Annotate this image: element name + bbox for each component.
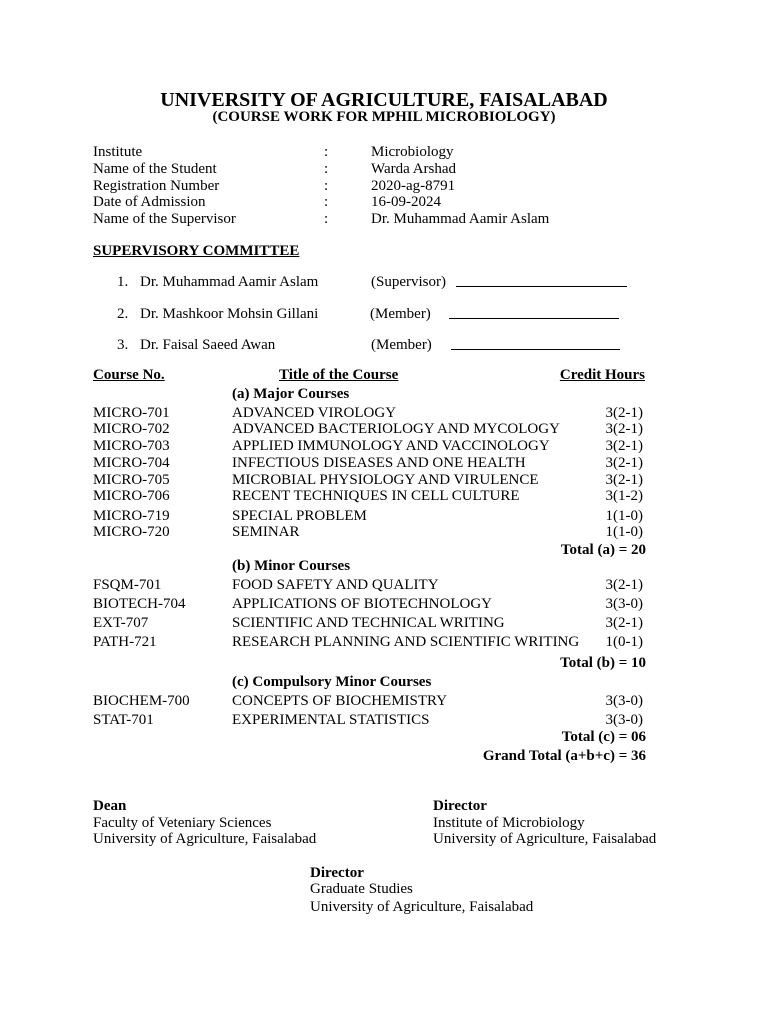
course-code: MICRO-703 (93, 438, 170, 454)
document-subtitle: (COURSE WORK FOR MPHIL MICROBIOLOGY) (212, 109, 556, 125)
info-sep: : (324, 178, 329, 194)
info-sep: : (324, 144, 329, 160)
info-sep: : (324, 161, 329, 177)
course-code: STAT-701 (93, 712, 154, 728)
course-code: EXT-707 (93, 615, 149, 631)
course-title: SCIENTIFIC AND TECHNICAL WRITING (232, 615, 505, 631)
info-label-admission: Date of Admission (93, 194, 206, 210)
committee-member-num: 2. (117, 306, 129, 322)
section-heading-major: (a) Major Courses (232, 386, 350, 402)
course-code: PATH-721 (93, 634, 157, 650)
course-credit: 3(2-1) (605, 421, 643, 437)
course-credit: 3(3-0) (605, 712, 643, 728)
dean-line2: University of Agriculture, Faisalabad (93, 831, 317, 847)
course-credit: 1(0-1) (605, 634, 643, 650)
info-value-registration: 2020-ag-8791 (371, 178, 456, 194)
director-micro-line1: Institute of Microbiology (433, 815, 585, 831)
course-credit: 3(2-1) (605, 438, 643, 454)
course-credit: 3(2-1) (605, 405, 643, 421)
course-title: RECENT TECHNIQUES IN CELL CULTURE (232, 488, 520, 504)
course-credit: 3(3-0) (605, 596, 643, 612)
course-code: BIOTECH-704 (93, 596, 186, 612)
info-sep: : (324, 194, 329, 210)
info-value-institute: Microbiology (371, 144, 454, 160)
course-credit: 3(2-1) (605, 472, 643, 488)
director-grad-line1: Graduate Studies (310, 881, 413, 897)
course-credit: 1(1-0) (605, 508, 643, 524)
info-value-student: Warda Arshad (371, 161, 457, 177)
course-code: MICRO-704 (93, 455, 170, 471)
info-label-institute: Institute (93, 144, 143, 160)
course-code: MICRO-705 (93, 472, 170, 488)
total-major: Total (a) = 20 (560, 542, 646, 558)
course-code: MICRO-720 (93, 524, 170, 540)
committee-member-name: Dr. Faisal Saeed Awan (140, 337, 276, 353)
course-title: MICROBIAL PHYSIOLOGY AND VIRULENCE (232, 472, 539, 488)
info-label-supervisor: Name of the Supervisor (93, 211, 236, 227)
course-code: MICRO-719 (93, 508, 170, 524)
committee-member-num: 3. (117, 337, 129, 353)
committee-member-num: 1. (117, 274, 129, 290)
course-code: MICRO-702 (93, 421, 170, 437)
course-credit: 3(2-1) (605, 577, 643, 593)
course-title: SEMINAR (232, 524, 300, 540)
section-heading-compulsory: (c) Compulsory Minor Courses (232, 674, 432, 690)
header-credit-hours: Credit Hours (559, 367, 645, 383)
signature-line (456, 274, 627, 292)
course-code: BIOCHEM-700 (93, 693, 190, 709)
info-sep: : (324, 211, 329, 227)
director-micro-title: Director (433, 798, 487, 814)
course-title: CONCEPTS OF BIOCHEMISTRY (232, 693, 448, 709)
director-micro-line2: University of Agriculture, Faisalabad (433, 831, 657, 847)
dean-line1: Faculty of Veteniary Sciences (93, 815, 272, 831)
course-code: MICRO-701 (93, 405, 170, 421)
header-course-no: Course No. (93, 367, 165, 383)
course-title: EXPERIMENTAL STATISTICS (232, 712, 430, 728)
grand-total: Grand Total (a+b+c) = 36 (482, 748, 646, 764)
course-credit: 1(1-0) (605, 524, 643, 540)
course-credit: 3(3-0) (605, 693, 643, 709)
course-credit: 3(2-1) (605, 615, 643, 631)
committee-member-role: (Supervisor) (371, 274, 446, 290)
course-title: RESEARCH PLANNING AND SCIENTIFIC WRITING (232, 634, 580, 650)
total-minor: Total (b) = 10 (560, 655, 646, 671)
director-grad-title: Director (310, 865, 364, 881)
info-value-supervisor: Dr. Muhammad Aamir Aslam (371, 211, 550, 227)
section-heading-minor: (b) Minor Courses (232, 558, 351, 574)
course-code: FSQM-701 (93, 577, 162, 593)
signature-line (451, 337, 620, 355)
course-code: MICRO-706 (93, 488, 170, 504)
course-title: INFECTIOUS DISEASES AND ONE HEALTH (232, 455, 526, 471)
info-value-admission: 16-09-2024 (371, 194, 441, 210)
course-credit: 3(2-1) (605, 455, 643, 471)
course-title: FOOD SAFETY AND QUALITY (232, 577, 439, 593)
committee-member-role: (Member) (371, 337, 432, 353)
header-course-title: Title of the Course (279, 367, 399, 383)
director-grad-line2: University of Agriculture, Faisalabad (310, 899, 534, 915)
course-title: APPLIED IMMUNOLOGY AND VACCINOLOGY (232, 438, 550, 454)
course-title: ADVANCED VIROLOGY (232, 405, 397, 421)
course-title: SPECIAL PROBLEM (232, 508, 367, 524)
committee-member-role: (Member) (370, 306, 431, 322)
course-title: ADVANCED BACTERIOLOGY AND MYCOLOGY (232, 421, 560, 437)
signature-line (449, 306, 619, 324)
info-label-registration: Registration Number (93, 178, 220, 194)
info-label-student: Name of the Student (93, 161, 217, 177)
committee-heading: SUPERVISORY COMMITTEE (93, 243, 300, 259)
course-title: APPLICATIONS OF BIOTECHNOLOGY (232, 596, 493, 612)
university-title: UNIVERSITY OF AGRICULTURE, FAISALABAD (160, 89, 608, 111)
total-compulsory: Total (c) = 06 (561, 729, 646, 745)
dean-title: Dean (93, 798, 127, 814)
committee-member-name: Dr. Mashkoor Mohsin Gillani (140, 306, 319, 322)
committee-member-name: Dr. Muhammad Aamir Aslam (140, 274, 319, 290)
course-credit: 3(1-2) (605, 488, 643, 504)
